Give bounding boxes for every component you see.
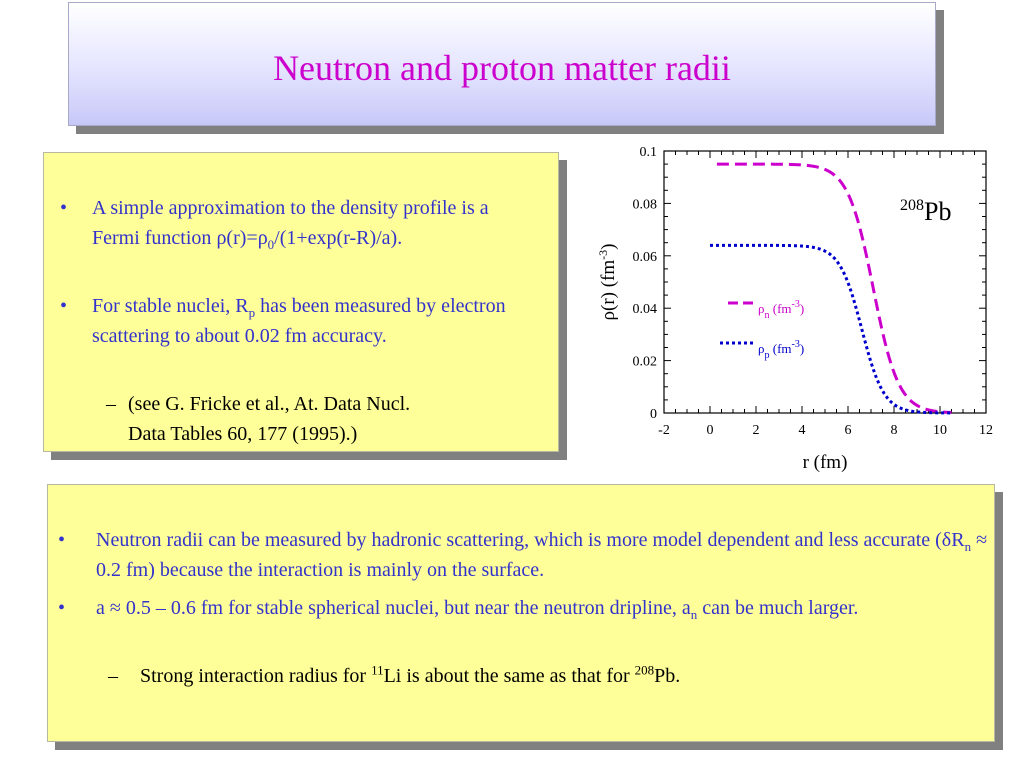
x-tick-label: 2 xyxy=(752,423,760,438)
y-tick-label: 0.1 xyxy=(639,145,657,160)
legend-neutron-label: $\rho_n$ $(fm^{-3})$ xyxy=(758,299,805,321)
bullet-icon: • xyxy=(60,295,68,317)
y-axis-label: ρ(r) $(fm^{-3})$ xyxy=(596,243,619,321)
x-tick-label: -2 xyxy=(658,423,670,438)
bullet-icon: • xyxy=(60,197,68,219)
x-tick-label: 10 xyxy=(933,423,947,438)
sub-bullet-reference: – (see G. Fricke et al., At. Data Nucl. Data Tables 60, 177 (1995).) xyxy=(106,389,526,449)
curve-rho_p xyxy=(710,245,952,413)
bullet-fermi-function: • A simple approximation to the density profile is a Fermi function $\rho(r)=\rho_0/(1+\exp(r-R)/a)$. xyxy=(60,193,540,253)
y-tick-label: 0.02 xyxy=(632,354,657,370)
density-chart xyxy=(580,138,1000,478)
dash-icon: – xyxy=(106,393,116,415)
page-title: Neutron and proton matter radii xyxy=(273,48,731,88)
nucleus-annotation: $^{208}$Pb xyxy=(900,197,952,226)
bullet-diffuseness: • a ≈ 0.5 – 0.6 fm for stable spherical nuclei, but near the neutron dripline, $a_n$ can be much larger. xyxy=(58,593,988,623)
x-tick-label: 4 xyxy=(798,423,806,438)
sub-bullet-li11: – Strong interaction radius for $^{11}$Li is about the same as that for $^{208}$Pb. xyxy=(108,661,968,691)
tick-marks xyxy=(664,151,986,413)
x-tick-label: 8 xyxy=(890,423,898,438)
bullet-neutron-radii: • Neutron radii can be measured by hadronic scattering, which is more model dependent and less accurate ($\delta R_n \approx 0.2$ fm) because the interaction is mainly on the surface. xyxy=(58,525,988,585)
text-box-neutron xyxy=(47,484,995,742)
y-tick-label: 0.08 xyxy=(632,197,657,213)
x-tick-label: 0 xyxy=(706,423,714,438)
y-tick-labels xyxy=(633,145,658,422)
bullet-icon: • xyxy=(58,597,66,619)
x-tick-label: 6 xyxy=(844,423,852,438)
bullet-icon: • xyxy=(58,529,66,551)
title-banner xyxy=(68,2,936,126)
legend-proton-label: $\rho_p$ $(fm^{-3})$ xyxy=(758,339,805,361)
y-tick-label: 0.06 xyxy=(632,249,657,265)
y-tick-label: 0 xyxy=(650,407,657,422)
x-axis-label: r (fm) xyxy=(802,452,848,473)
dash-icon: – xyxy=(108,665,118,687)
bullet-proton-radius: • For stable nuclei, $R_p$ has been measured by electron scattering to about 0.02 fm accuracy. xyxy=(60,291,540,351)
y-tick-label: 0.04 xyxy=(632,302,657,318)
x-tick-label: 12 xyxy=(979,423,993,438)
plot-frame xyxy=(664,151,986,413)
x-tick-labels xyxy=(658,423,993,438)
text-box-fermi xyxy=(43,152,559,452)
